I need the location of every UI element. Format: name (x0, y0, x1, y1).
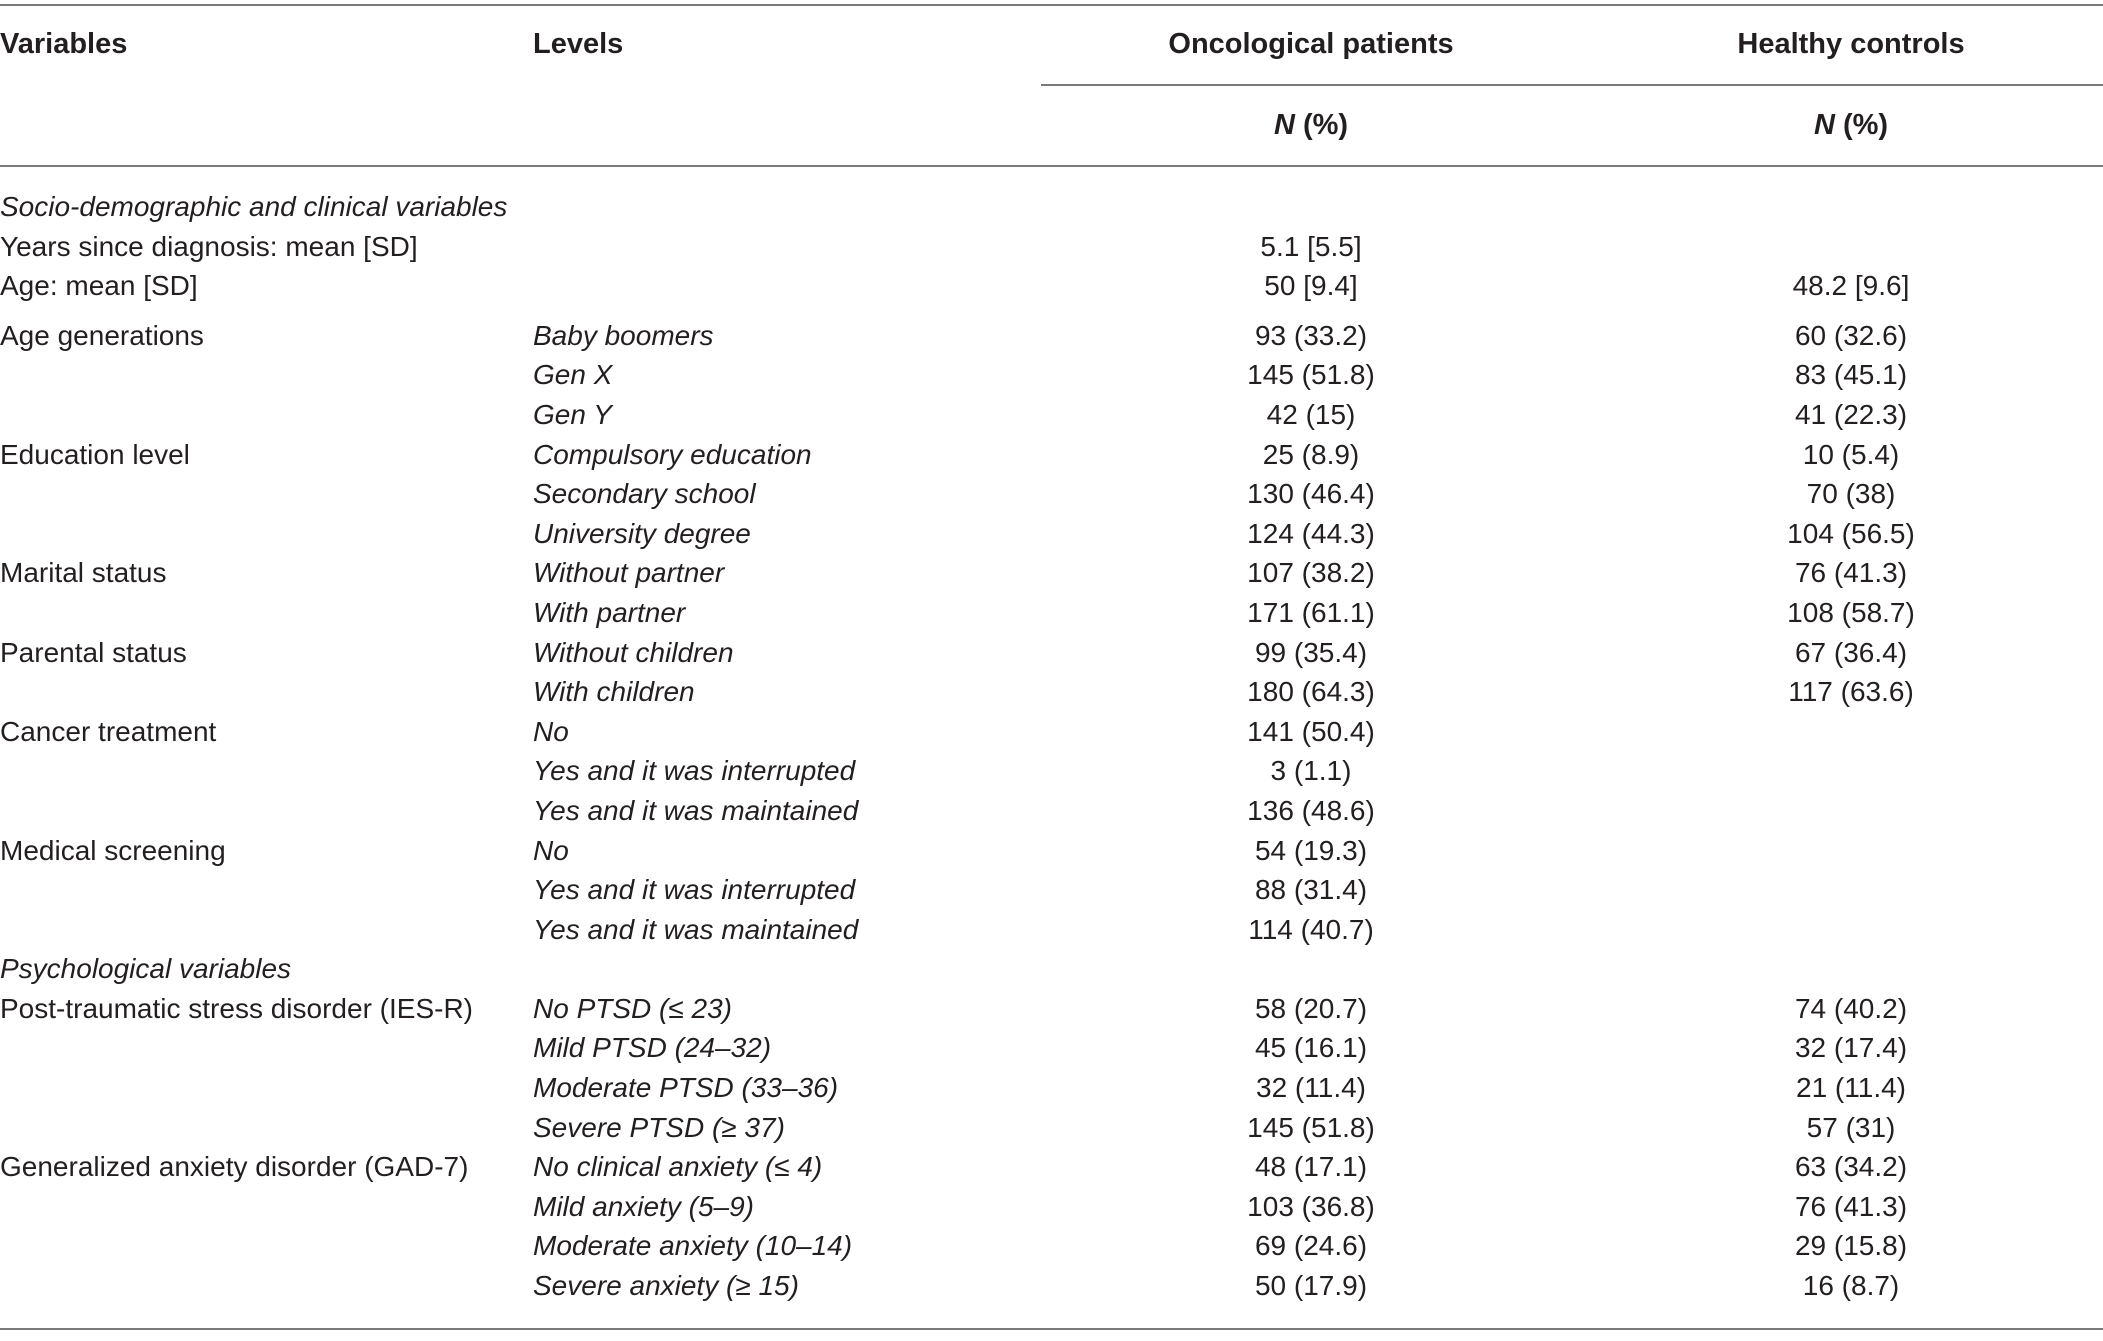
oncological-value-cell: 42 (15) (1266, 398, 1356, 430)
table-row (0, 910, 2103, 950)
variable-cell: Psychological variables (0, 953, 292, 985)
healthy-value-cell: 21 (11.4) (1796, 1072, 1906, 1104)
oncological-value-cell: 5.1 [5.5] (1260, 230, 1362, 262)
level-cell: University degree (533, 517, 751, 549)
table-row (0, 593, 2103, 633)
oncological-value-cell: 141 (50.4) (1247, 715, 1375, 747)
table-row (0, 751, 2103, 791)
table-row (0, 1068, 2103, 1108)
level-cell: Gen X (533, 359, 613, 391)
variable-cell: Generalized anxiety disorder (GAD-7) (0, 1151, 469, 1183)
oncological-value-cell: 114 (40.7) (1248, 913, 1374, 945)
healthy-value-cell: 41 (22.3) (1794, 398, 1908, 430)
table-row (0, 831, 2103, 871)
oncological-value-cell: 145 (51.8) (1247, 359, 1375, 391)
oncological-value-cell: 45 (16.1) (1254, 1032, 1368, 1064)
table-row (0, 1187, 2103, 1227)
oncological-value-cell: 93 (33.2) (1254, 319, 1368, 351)
table-row (0, 1266, 2103, 1306)
level-cell: Mild PTSD (24–32) (533, 1032, 772, 1064)
table-row (0, 633, 2103, 673)
level-cell: Yes and it was maintained (533, 913, 859, 945)
oncological-value-cell: 32 (11.4) (1256, 1072, 1366, 1104)
healthy-value-cell: 70 (38) (1806, 478, 1896, 510)
level-cell: Without partner (533, 557, 725, 589)
variable-cell: Cancer treatment (0, 715, 217, 747)
level-cell: Severe PTSD (≥ 37) (533, 1111, 785, 1143)
healthy-value-cell: 57 (31) (1806, 1111, 1896, 1143)
oncological-value-cell: 99 (35.4) (1254, 636, 1368, 668)
oncological-value-cell: 50 [9.4] (1264, 270, 1358, 302)
healthy-value-cell: 108 (58.7) (1787, 596, 1915, 628)
oncological-value-cell: 50 (17.9) (1254, 1270, 1368, 1302)
variable-cell: Marital status (0, 557, 167, 589)
variable-cell: Age: mean [SD] (0, 270, 198, 302)
table-row (0, 316, 2103, 356)
healthy-value-cell: 83 (45.1) (1794, 359, 1908, 391)
level-cell: Yes and it was interrupted (533, 874, 856, 906)
n-label: N (1813, 109, 1835, 141)
oncological-value-cell: 145 (51.8) (1247, 1111, 1375, 1143)
healthy-value-cell: 67 (36.4) (1794, 636, 1908, 668)
table-body (0, 187, 2103, 1306)
oncological-value-cell: 124 (44.3) (1247, 517, 1375, 549)
oncological-value-cell: 58 (20.7) (1254, 992, 1368, 1024)
header-levels: Levels (533, 28, 624, 60)
table-row (0, 355, 2103, 395)
pct-label: (%) (1294, 109, 1349, 141)
oncological-value-cell: 103 (36.8) (1247, 1190, 1375, 1222)
oncological-value-cell: 25 (8.9) (1262, 438, 1360, 470)
level-cell: No (533, 715, 569, 747)
healthy-value-cell: 48.2 [9.6] (1792, 270, 1910, 302)
oncological-value-cell: 88 (31.4) (1254, 874, 1368, 906)
table-row (0, 1226, 2103, 1266)
level-cell: Yes and it was interrupted (533, 755, 856, 787)
table-row (0, 1147, 2103, 1187)
level-cell: Yes and it was maintained (533, 794, 859, 826)
table-top-rule (0, 4, 2103, 6)
level-cell: Moderate anxiety (10–14) (533, 1230, 853, 1262)
header-sub-rule (1041, 84, 2103, 86)
level-cell: With children (533, 676, 695, 708)
header-oncological-patients: Oncological patients (1168, 28, 1454, 60)
table-row (0, 435, 2103, 475)
table-row (0, 1108, 2103, 1148)
table-row (0, 474, 2103, 514)
table-row (0, 395, 2103, 435)
oncological-value-cell: 48 (17.1) (1254, 1151, 1368, 1183)
healthy-value-cell: 104 (56.5) (1787, 517, 1915, 549)
oncological-value-cell: 54 (19.3) (1254, 834, 1368, 866)
table-row (0, 672, 2103, 712)
table-row (0, 266, 2103, 306)
variable-cell: Socio-demographic and clinical variables (0, 191, 508, 222)
n-label: N (1273, 109, 1295, 141)
level-cell: Without children (533, 636, 734, 668)
table-row (0, 514, 2103, 554)
healthy-value-cell: 10 (5.4) (1802, 438, 1900, 470)
healthy-value-cell: 76 (41.3) (1794, 557, 1908, 589)
section-heading-row (0, 949, 2103, 989)
level-cell: Severe anxiety (≥ 15) (533, 1270, 799, 1302)
level-cell: Baby boomers (533, 319, 714, 351)
healthy-value-cell: 60 (32.6) (1794, 319, 1908, 351)
healthy-value-cell: 32 (17.4) (1794, 1032, 1908, 1064)
table-row (0, 791, 2103, 831)
variable-cell: Education level (0, 438, 190, 470)
header-bottom-rule (0, 165, 2103, 167)
oncological-value-cell: 171 (61.1) (1247, 596, 1375, 628)
header-variables: Variables (0, 28, 128, 60)
table-row (0, 553, 2103, 593)
oncological-value-cell: 3 (1.1) (1270, 755, 1352, 787)
variable-cell: Post-traumatic stress disorder (IES-R) (0, 992, 473, 1024)
healthy-value-cell: 117 (63.6) (1788, 676, 1914, 708)
table-row (0, 712, 2103, 752)
variable-cell: Parental status (0, 636, 187, 668)
healthy-value-cell: 74 (40.2) (1794, 992, 1908, 1024)
level-cell: With partner (533, 596, 686, 628)
level-cell: No (533, 834, 569, 866)
level-cell: Moderate PTSD (33–36) (533, 1072, 839, 1104)
pct-label: (%) (1834, 109, 1889, 141)
table-bottom-rule (0, 1328, 2103, 1330)
oncological-value-cell: 107 (38.2) (1247, 557, 1375, 589)
table-row (0, 870, 2103, 910)
level-cell: No PTSD (≤ 23) (533, 992, 732, 1024)
section-heading-row (0, 187, 2103, 227)
table-row (0, 989, 2103, 1029)
header-healthy-controls: Healthy controls (1737, 28, 1965, 60)
healthy-value-cell: 16 (8.7) (1802, 1270, 1900, 1302)
oncological-value-cell: 69 (24.6) (1254, 1230, 1368, 1262)
healthy-value-cell: 63 (34.2) (1794, 1151, 1908, 1183)
variable-cell: Age generations (0, 319, 204, 351)
table-row (0, 1028, 2103, 1068)
level-cell: Gen Y (533, 398, 612, 430)
header-n-percent-oncological (1041, 108, 1581, 142)
healthy-value-cell: 76 (41.3) (1794, 1190, 1908, 1222)
table-row (0, 227, 2103, 267)
level-cell: Compulsory education (533, 438, 812, 470)
oncological-value-cell: 136 (48.6) (1247, 794, 1375, 826)
header-n-percent-healthy (1581, 108, 2103, 142)
variable-cell: Medical screening (0, 834, 226, 866)
variable-cell: Years since diagnosis: mean [SD] (0, 230, 418, 262)
level-cell: Mild anxiety (5–9) (533, 1190, 754, 1222)
oncological-value-cell: 180 (64.3) (1247, 676, 1375, 708)
level-cell: No clinical anxiety (≤ 4) (533, 1151, 823, 1183)
level-cell: Secondary school (533, 478, 756, 510)
healthy-value-cell: 29 (15.8) (1794, 1230, 1908, 1262)
oncological-value-cell: 130 (46.4) (1247, 478, 1375, 510)
